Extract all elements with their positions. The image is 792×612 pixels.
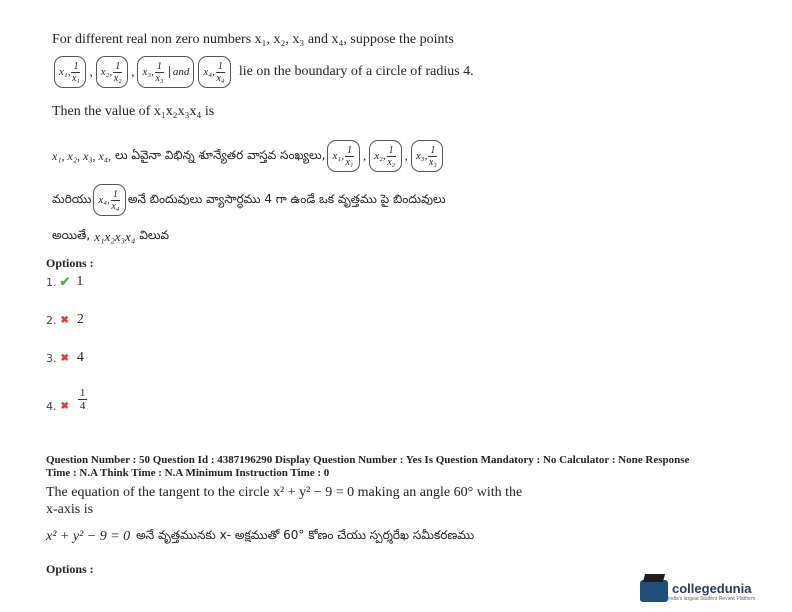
q2-options-label: Options :: [46, 562, 94, 576]
check-icon: ✔: [59, 274, 71, 289]
point-3: x₃ , $\frac{1}{\text{x₃}}$ and: [137, 56, 194, 88]
q2-meta-line2: Time : N.A Think Time : N.A Minimum Instruction Time : 0: [46, 467, 330, 479]
q1-telugu-line3: అయితే, x₁x₂x₃x₄ విలువ: [52, 228, 170, 244]
q1-telugu-line2: మరియు x₄ , $\frac{1}{\text{x₄}}$ అనే బిందువులు వ్యాసార్ధము 4 గా ఉండే ఒక వృత్తము పై బిందువులు: [52, 184, 446, 216]
q1-option-4[interactable]: 4. ✖ $\frac{1}{4}$: [46, 387, 86, 413]
q2-text-line2: x-axis is: [46, 502, 94, 517]
point-2: x₂ , $\frac{1}{\text{x₂}}$: [96, 56, 128, 88]
q1-option-2[interactable]: 2. ✖ 2: [46, 312, 84, 327]
logo-name: collegedunia: [672, 580, 752, 596]
cross-icon: ✖: [60, 352, 69, 364]
telugu-point-2: x₂ , $\frac{1}{\text{x₂}}$: [369, 140, 401, 172]
q1-telugu-line1: x₁, x₂, x₃, x₄, లు ఏవైనా విభిన్న శూన్యేతర వాస్తవ సంఖ్యలు, x₁ , $\frac{1}{\text{x₁}}$ , x₂ , $\frac{1}{\text{x₂}}$ , x₃ , $\frac{1}{\text{x₃}}$: [52, 140, 445, 172]
q1-option-3[interactable]: 3. ✖ 4: [46, 350, 84, 365]
cross-icon: ✖: [60, 314, 69, 326]
telugu-point-4: x₄ , $\frac{1}{\text{x₄}}$: [93, 184, 125, 216]
cross-icon: ✖: [60, 401, 69, 412]
q1-line3: Then the value of x₁x₂x₃x₄ is: [52, 104, 215, 119]
q1-tail: lie on the boundary of a circle of radius 4.: [238, 64, 474, 79]
q2-telugu-line: x² + y² − 9 = 0 అనే వృత్తమునకు x- అక్షముతో 60° కోణం చేయు స్పర్శరేఖ సమీకరణము: [46, 528, 475, 544]
point-4: x₄ , $\frac{1}{\text{x₄}}$: [198, 56, 230, 88]
q1-option-1[interactable]: 1. ✔ 1: [46, 274, 84, 289]
q1-options-label: Options :: [46, 256, 94, 270]
telugu-point-1: x₁ , $\frac{1}{\text{x₁}}$: [327, 140, 359, 172]
q1-line1: For different real non zero numbers x₁, x₂, x₃ and x₄, suppose the points: [52, 32, 454, 47]
graduation-cap-icon: [640, 580, 668, 602]
q2-meta-line1: Question Number : 50 Question Id : 4387196290 Display Question Number : Yes Is Question Mandatory : No Calculator : None Response: [46, 454, 690, 466]
logo-tagline: India's largest Student Review Platform: [668, 595, 756, 602]
q1-points-row: x₁ , $\frac{1}{\text{x₁}}$ , x₂ , $\frac{1}{\text{x₂}}$ , x₃ , $\frac{1}{\text{x₃}}$ and x₄ , $\frac{1}{\text{x₄}}$ lie on the boundary of a circle of radius 4.: [52, 56, 474, 88]
telugu-point-3: x₃ , $\frac{1}{\text{x₃}}$: [411, 140, 443, 172]
point-1: x₁ , $\frac{1}{\text{x₁}}$: [54, 56, 86, 88]
q2-text-line1: The equation of the tangent to the circle x² + y² − 9 = 0 making an angle 60° with the: [46, 485, 523, 500]
collegedunia-logo: [640, 580, 755, 602]
